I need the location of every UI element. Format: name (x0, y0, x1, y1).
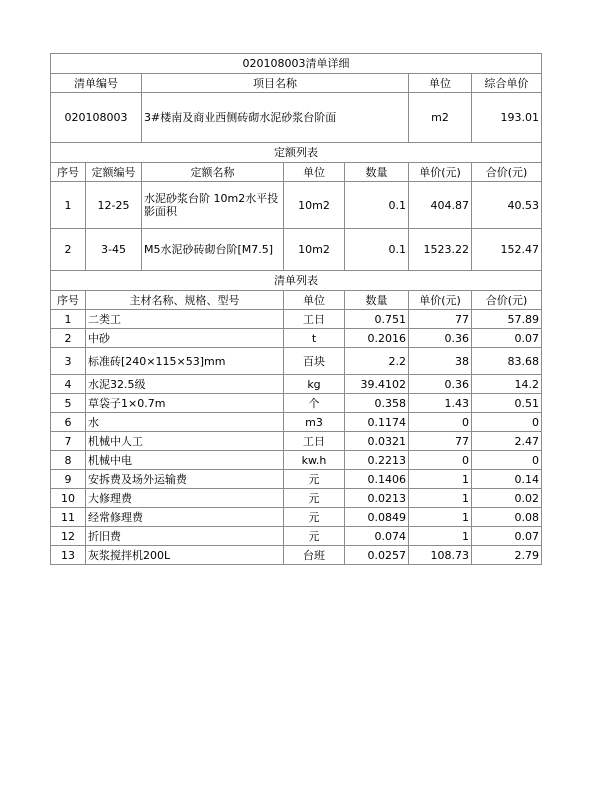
material-name: 水泥32.5级 (86, 375, 284, 394)
material-total: 0.14 (472, 470, 542, 489)
material-qty: 0.074 (345, 527, 409, 546)
material-unit: 元 (284, 470, 345, 489)
material-total: 57.89 (472, 310, 542, 329)
quota-qty: 0.1 (345, 229, 409, 271)
header-name: 项目名称 (142, 74, 409, 93)
quota-title-row (51, 143, 542, 163)
material-col-no: 序号 (51, 291, 86, 310)
material-name: 中砂 (86, 329, 284, 348)
material-qty: 0.1174 (345, 413, 409, 432)
material-unit: 工日 (284, 432, 345, 451)
material-row (51, 310, 542, 329)
material-name: 折旧费 (86, 527, 284, 546)
material-qty: 0.2016 (345, 329, 409, 348)
material-unit: 百块 (284, 348, 345, 375)
header-code: 清单编号 (51, 74, 142, 93)
material-qty: 0.358 (345, 394, 409, 413)
quota-name: M5水泥砂砖砌台阶[M7.5] (142, 229, 284, 271)
quota-col-name: 定额名称 (142, 163, 284, 182)
material-unit: 元 (284, 527, 345, 546)
material-name: 二类工 (86, 310, 284, 329)
quota-no: 1 (51, 182, 86, 229)
quota-total: 40.53 (472, 182, 542, 229)
material-row (51, 432, 542, 451)
quota-qty: 0.1 (345, 182, 409, 229)
quota-name: 水泥砂浆台阶 10m2水平投影面积 (142, 182, 284, 229)
quota-price: 404.87 (409, 182, 472, 229)
material-unit: kw.h (284, 451, 345, 470)
material-total: 0.08 (472, 508, 542, 527)
material-row (51, 470, 542, 489)
material-qty: 0.0257 (345, 546, 409, 565)
material-section-title: 清单列表 (51, 271, 542, 291)
material-price: 0 (409, 451, 472, 470)
material-total: 0.51 (472, 394, 542, 413)
material-qty: 0.0213 (345, 489, 409, 508)
material-row (51, 546, 542, 565)
item-header-row (51, 74, 542, 93)
quota-code: 3-45 (86, 229, 142, 271)
quota-col-no: 序号 (51, 163, 86, 182)
header-unit: 单位 (409, 74, 472, 93)
material-total: 0.02 (472, 489, 542, 508)
material-qty: 0.751 (345, 310, 409, 329)
material-total: 83.68 (472, 348, 542, 375)
quota-no: 2 (51, 229, 86, 271)
item-row (51, 93, 542, 143)
material-qty: 39.4102 (345, 375, 409, 394)
material-no: 11 (51, 508, 86, 527)
item-unit: m2 (409, 93, 472, 143)
material-no: 3 (51, 348, 86, 375)
bill-detail-table (50, 53, 542, 565)
material-price: 77 (409, 310, 472, 329)
quota-section-title: 定额列表 (51, 143, 542, 163)
material-no: 13 (51, 546, 86, 565)
material-row (51, 329, 542, 348)
material-col-name: 主材名称、规格、型号 (86, 291, 284, 310)
material-unit: 工日 (284, 310, 345, 329)
material-unit: 台班 (284, 546, 345, 565)
material-qty: 0.1406 (345, 470, 409, 489)
material-row (51, 413, 542, 432)
material-price: 1 (409, 489, 472, 508)
quota-total: 152.47 (472, 229, 542, 271)
material-col-qty: 数量 (345, 291, 409, 310)
material-total: 0 (472, 451, 542, 470)
material-row (51, 489, 542, 508)
quota-price: 1523.22 (409, 229, 472, 271)
quota-code: 12-25 (86, 182, 142, 229)
material-row (51, 451, 542, 470)
quota-col-qty: 数量 (345, 163, 409, 182)
quota-col-price: 单价(元) (409, 163, 472, 182)
material-price: 0.36 (409, 329, 472, 348)
material-name: 大修理费 (86, 489, 284, 508)
material-price: 1 (409, 527, 472, 546)
material-col-price: 单价(元) (409, 291, 472, 310)
material-qty: 2.2 (345, 348, 409, 375)
material-name: 灰浆搅拌机200L (86, 546, 284, 565)
material-col-total: 合价(元) (472, 291, 542, 310)
material-row (51, 375, 542, 394)
material-price: 0 (409, 413, 472, 432)
material-title-row (51, 271, 542, 291)
material-total: 14.2 (472, 375, 542, 394)
material-total: 0 (472, 413, 542, 432)
material-price: 1 (409, 470, 472, 489)
quota-unit: 10m2 (284, 182, 345, 229)
material-no: 6 (51, 413, 86, 432)
material-row (51, 394, 542, 413)
material-total: 2.47 (472, 432, 542, 451)
item-name: 3#楼南及商业西侧砖砌水泥砂浆台阶面 (142, 93, 409, 143)
material-name: 经常修理费 (86, 508, 284, 527)
sheet-title: 020108003清单详细 (51, 54, 542, 74)
material-total: 2.79 (472, 546, 542, 565)
quota-col-total: 合价(元) (472, 163, 542, 182)
material-price: 38 (409, 348, 472, 375)
material-no: 7 (51, 432, 86, 451)
material-unit: 元 (284, 508, 345, 527)
quota-unit: 10m2 (284, 229, 345, 271)
item-code: 020108003 (51, 93, 142, 143)
material-no: 2 (51, 329, 86, 348)
material-name: 草袋子1×0.7m (86, 394, 284, 413)
material-price: 108.73 (409, 546, 472, 565)
material-rows (51, 310, 542, 565)
material-name: 机械中人工 (86, 432, 284, 451)
material-no: 5 (51, 394, 86, 413)
material-header-row (51, 291, 542, 310)
material-no: 8 (51, 451, 86, 470)
material-no: 4 (51, 375, 86, 394)
material-no: 12 (51, 527, 86, 546)
material-no: 10 (51, 489, 86, 508)
material-row (51, 527, 542, 546)
material-qty: 0.0849 (345, 508, 409, 527)
quota-col-unit: 单位 (284, 163, 345, 182)
material-name: 水 (86, 413, 284, 432)
material-name: 安拆费及场外运输费 (86, 470, 284, 489)
material-unit: t (284, 329, 345, 348)
material-price: 0.36 (409, 375, 472, 394)
material-unit: m3 (284, 413, 345, 432)
material-name: 机械中电 (86, 451, 284, 470)
material-qty: 0.0321 (345, 432, 409, 451)
quota-row (51, 229, 542, 271)
title-row (51, 54, 542, 74)
material-price: 1 (409, 508, 472, 527)
material-name: 标准砖[240×115×53]mm (86, 348, 284, 375)
material-row (51, 508, 542, 527)
material-total: 0.07 (472, 329, 542, 348)
quota-col-code: 定额编号 (86, 163, 142, 182)
material-no: 9 (51, 470, 86, 489)
material-row (51, 348, 542, 375)
material-col-unit: 单位 (284, 291, 345, 310)
quota-header-row (51, 163, 542, 182)
item-price: 193.01 (472, 93, 542, 143)
material-price: 1.43 (409, 394, 472, 413)
material-price: 77 (409, 432, 472, 451)
material-no: 1 (51, 310, 86, 329)
material-unit: 个 (284, 394, 345, 413)
quota-row (51, 182, 542, 229)
material-unit: 元 (284, 489, 345, 508)
material-qty: 0.2213 (345, 451, 409, 470)
header-price: 综合单价 (472, 74, 542, 93)
material-total: 0.07 (472, 527, 542, 546)
material-unit: kg (284, 375, 345, 394)
